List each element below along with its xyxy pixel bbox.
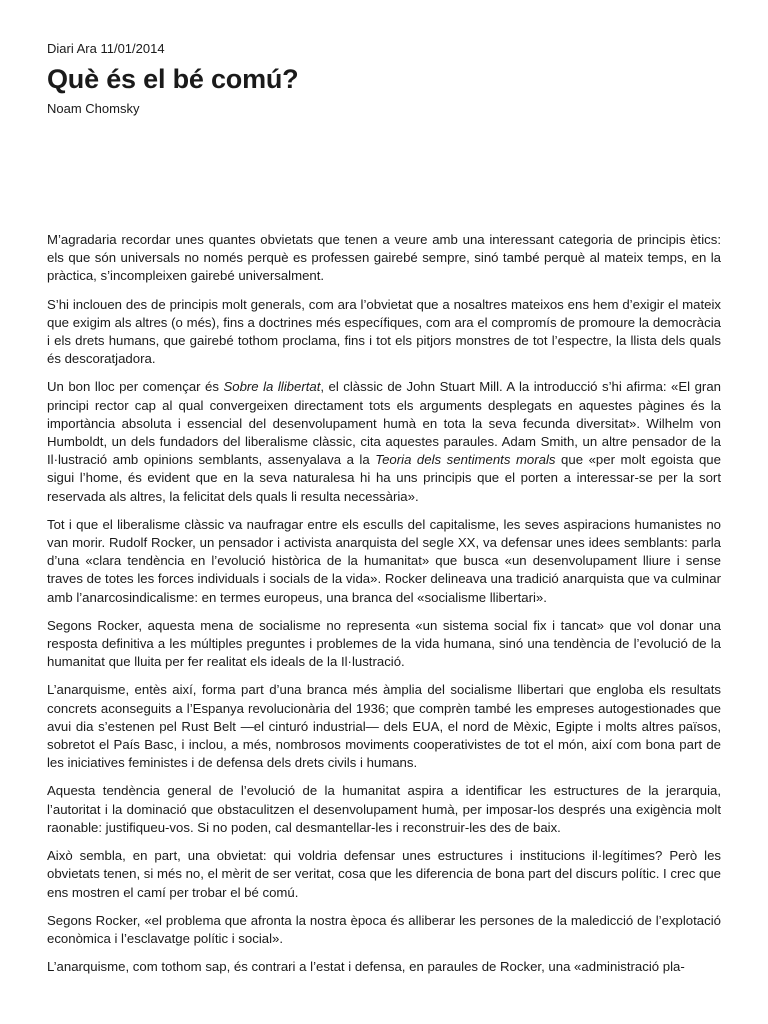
paragraph-3-text-b: , el clàssic de John Stuart Mill. A la introducció s’hi afirma: «El gran principi rector cap al qual convergeixen directament tots els arguments desplegats en aquestes pàgines és la importància absoluta i essencial del desenvolupament humà en tota la seva fecunda diversitat». Wilhelm von Humboldt, un dels fundadors del liberalisme clàssic, cita aquestes paraules. Adam Smith, un altre pensador de la Il·lustració amb opinions semblants, assenyalava a la — [47, 379, 721, 468]
article-header — [47, 40, 727, 118]
paragraph-7: Aquesta tendència general de l’evolució de la humanitat aspira a identificar les estructures de la jerarquia, l’autoritat i la dominació que obstaculitzen el desenvolupament humà, per imposar-los després una exigència molt raonable: justifiqueu-vos. Si no poden, cal desmantellar-les i reconstruir-les des de baix. — [47, 783, 721, 835]
paragraph-5: Segons Rocker, aquesta mena de socialisme no representa «un sistema social fix i tancat» que vol donar una resposta definitiva a les múltiples preguntes i problemes de la vida humana, sinó una tendència de l’evolució de la humanitat que lluita per fer realitat els ideals de la Il·lustració. — [47, 617, 721, 670]
book-title-sobre-la-llibertat: Sobre la llibertat — [223, 379, 321, 395]
paragraph-3-text-a: Un bon lloc per començar és — [47, 379, 224, 395]
paragraph-3-text-c: que «per molt egoista que sigui l’home, és evident que en la seva naturalesa hi ha uns principis que el porten a interessar-se per la sort reservada als altres, la felicitat dels quals li resulta necessària». — [47, 452, 721, 504]
paragraph-10: L’anarquisme, com tothom sap, és contrari a l’estat i defensa, en paraules de Rocker, una «administració pla- — [47, 959, 685, 975]
book-title-teoria-sentiments-morals: Teoria dels sentiments morals — [375, 452, 556, 468]
paragraph-3 — [47, 378, 721, 505]
paragraph-6: L’anarquisme, entès així, forma part d’una branca més àmplia del socialisme llibertari que engloba els resultats concrets aconseguits a l’Espanya revolucionària del 1936; que comprèn també les empreses autogestionades que avui dia s’estenen pel Rust Belt —el cinturó industrial— dels EUA, el nord de Mèxic, Egipte i molts altres països, sobretot el País Basc, i inclou, a més, nombrosos moviments cooperativistes de tot el món, així com bona part de les iniciatives feministes i de defensa dels drets civils i humans. — [47, 682, 721, 771]
article-body — [47, 231, 721, 986]
paragraph-8: Això sembla, en part, una obvietat: qui voldria defensar unes estructures i institucions il·legítimes? Però les obvietats tenen, si més no, el mèrit de ser veritat, cosa que les diferencia de bona part del discurs polític. I crec que ens mostren el camí per trobar el bé comú. — [47, 848, 721, 900]
article-source: Diari Ara 11/01/2014 — [47, 41, 165, 56]
paragraph-4: Tot i que el liberalisme clàssic va naufragar entre els esculls del capitalisme, les seves aspiracions humanistes no van morir. Rudolf Rocker, un pensador i activista anarquista del segle XX, va defensar unes idees semblants: parla d’una «clara tendència en l’evolució històrica de la humanitat» que busca «un desenvolupament lliure i sense traves de totes les forces individuals i socials de la vida». Rocker delineava una tradició anarquista que va culminar amb l’anarcosindicalisme: en termes europeus, una branca del «socialisme llibertari». — [47, 516, 721, 605]
article-author: Noam Chomsky — [47, 101, 140, 116]
paragraph-9: Segons Rocker, «el problema que afronta la nostra època és alliberar les persones de la maledicció de l’explotació econòmica i l’esclavatge polític i social». — [47, 912, 721, 946]
article-title: Què és el bé comú? — [47, 64, 299, 94]
paragraph-1: M’agradaria recordar unes quantes obvietats que tenen a veure amb una interessant categoria de principis ètics: els que són universals no només perquè es professen gairebé sempre, sinó també perquè al mateix temps, en la pràctica, s’incompleixen gairebé universalment. — [47, 232, 721, 284]
paragraph-2: S’hi inclouen des de principis molt generals, com ara l’obvietat que a nosaltres mateixos ens hem d’exigir el mateix que exigim als altres (o més), fins a doctrines més específiques, com ara el compromís de promoure la democràcia i els drets humans, que gairebé tothom proclama, fins i tot els pitjors monstres de tot l’espectre, la llista dels quals és descoratjadora. — [47, 296, 721, 367]
